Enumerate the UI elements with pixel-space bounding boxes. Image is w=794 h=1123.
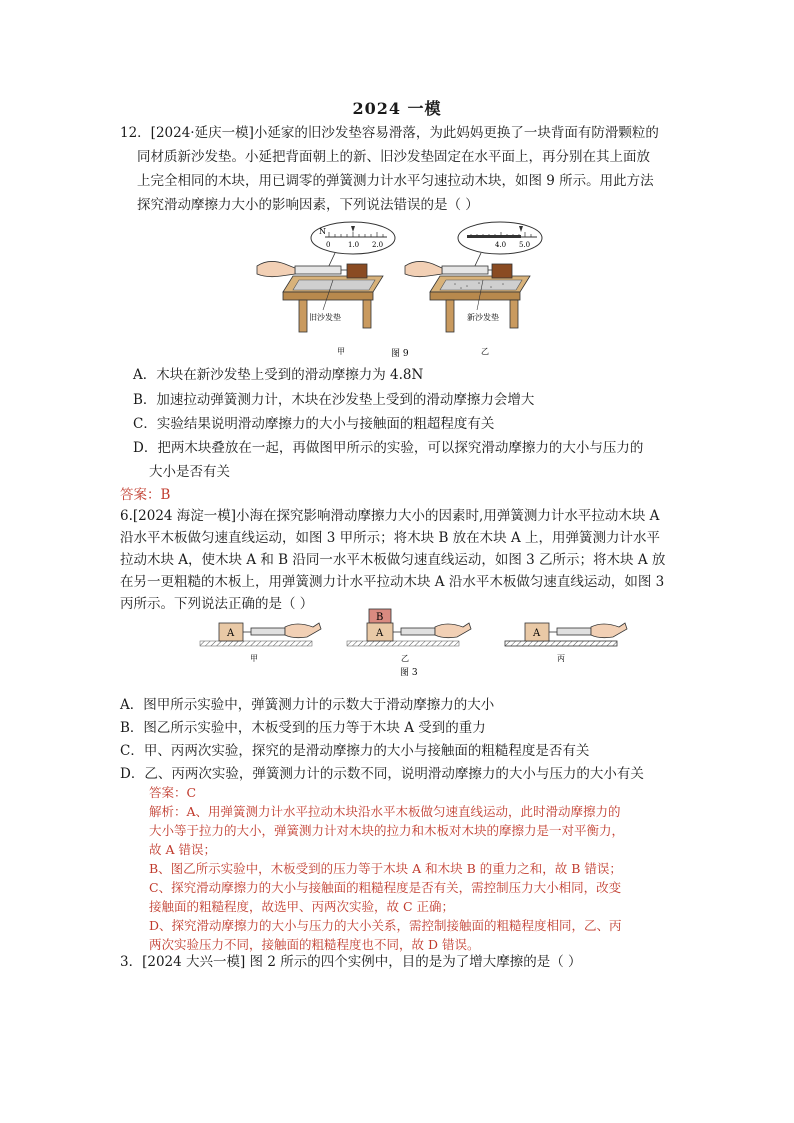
figure-3-setup-b [347,609,471,663]
left-pad-label: 旧沙发垫 [309,313,341,322]
left-scale-tick-1: 1.0 [348,241,360,249]
q6-analysis-line-5: C、探究滑动摩擦力的大小与接触面的粗糙程度是否有关，需控制压力大小相同，改变 [149,880,622,895]
q6-analysis-line-6: 接触面的粗糙程度，故选甲、丙两次实验，故 C 正确； [149,899,455,914]
q12-option-a: A．木块在新沙发垫上受到的滑动摩擦力为 4.8N [133,367,424,383]
fig3-caption-b: 乙 [401,654,409,663]
left-scale-unit: N [319,227,326,236]
q6-analysis-line-2: 大小等于拉力的大小，弹簧测力计对木块的拉力和木板对木块的摩擦力是一对平衡力， [149,823,625,838]
q12-line-2: 同材质新沙发垫。小延把背面朝上的新、旧沙发垫固定在水平面上，再分别在其上面放 [137,149,650,165]
figure-3-setup-a [200,623,321,663]
fig3-block-a-1: A [227,628,235,639]
left-scale-tick-0: 0 [326,241,331,249]
fig3-caption-a: 甲 [250,654,258,663]
figure-3-setup-c [505,623,627,663]
q6-analysis-line-8: 两次实验压力不同，接触面的粗糙程度也不同，故 D 错误。 [149,937,480,952]
q12-option-c: C．实验结果说明滑动摩擦力的大小与接触面的粗超程度有关 [133,416,495,432]
fig3-block-b: B [376,612,384,623]
page-title: 2024 一模 [352,99,442,118]
q6-line-5: 丙所示。下列说法正确的是（ ） [120,596,314,612]
q12-option-d-cont: 大小是否有关 [149,464,230,480]
figure-9-right-setup [405,222,542,356]
figure-9-caption-right: 乙 [481,347,489,356]
q12-option-b: B．加速拉动弹簧测力计，木块在沙发垫上受到的滑动摩擦力会增大 [133,392,535,408]
fig3-block-a-2: A [376,628,384,639]
q6-analysis-line-3: 故 A 错误； [149,842,216,857]
fig3-block-a-3: A [533,628,541,639]
q6-option-a: A．图甲所示实验中，弹簧测力计的示数大于滑动摩擦力的大小 [120,697,495,713]
q6-answer: 答案：C [149,785,197,800]
right-scale-tick-0: 4.0 [495,241,507,249]
fig3-caption-c: 丙 [557,654,565,663]
q6-line-1: 6.[2024 海淀一模]小海在探究影响滑动摩擦力大小的因素时,用弹簧测力计水平拉动木块 A [120,508,660,524]
q6-option-b: B．图乙所示实验中，木板受到的压力等于木块 A 受到的重力 [120,720,486,736]
q6-analysis-line-7: D、探究滑动摩擦力的大小与压力的大小关系，需控制接触面的粗糙程度相同，乙、丙 [149,918,622,933]
left-scale-tick-2: 2.0 [372,241,384,249]
question-3: 3．[2024 大兴一模] 图 2 所示的四个实例中，目的是为了增大摩擦的是（ ） [120,954,582,970]
q6-line-2: 沿水平木板做匀速直线运动，如图 3 甲所示；将木块 B 放在木块 A 上，用弹簧测力计水平 [120,530,661,546]
q12-option-d: D．把两木块叠放在一起，再做图甲所示的实验，可以探究滑动摩擦力的大小与压力的 [133,440,644,456]
q12-line-1: 12．[2024·延庆一模]小延家的旧沙发垫容易滑落，为此妈妈更换了一块背面有防滑颗粒的 [120,125,659,141]
q12-line-4: 探究滑动摩擦力大小的影响因素，下列说法错误的是（ ） [137,197,479,213]
q6-option-c: C．甲、丙两次实验，探究的是滑动摩擦力的大小与接触面的粗糙程度是否有关 [120,743,590,759]
q6-option-d: D．乙、丙两次实验，弹簧测力计的示数不同，说明滑动摩擦力的大小与压力的大小有关 [120,766,644,782]
right-scale-tick-1: 5.0 [519,241,531,249]
q6-line-4: 在另一更粗糙的木板上，用弹簧测力计水平拉动木块 A 沿水平木板做匀速直线运动，如图 3 [120,574,665,590]
q6-line-3: 拉动木块 A，使木块 A 和 B 沿同一水平木板做匀速直线运动，如图 3 乙所示；将木块 A 放 [120,552,666,568]
figure-9-spring-scale-diagram [255,218,555,363]
figure-9-left-setup [257,222,395,356]
figure-9-caption-left: 甲 [337,347,345,356]
right-pad-label: 新沙发垫 [467,313,499,322]
figure-3-caption: 图 3 [400,668,418,678]
q6-analysis-line-1: 解析：A、用弹簧测力计水平拉动木块沿水平木板做匀速直线运动，此时滑动摩擦力的 [149,804,621,819]
figure-9-caption: 图 9 [391,349,409,359]
q12-line-3: 上完全相同的木块，用已调零的弹簧测力计水平匀速拉动木块，如图 9 所示。用此方法 [137,173,654,189]
q6-analysis-line-4: B、图乙所示实验中，木板受到的压力等于木块 A 和木块 B 的重力之和，故 B 错误； [149,861,622,876]
q12-answer: 答案：B [120,487,171,503]
figure-3-blocks-diagram [195,605,635,680]
